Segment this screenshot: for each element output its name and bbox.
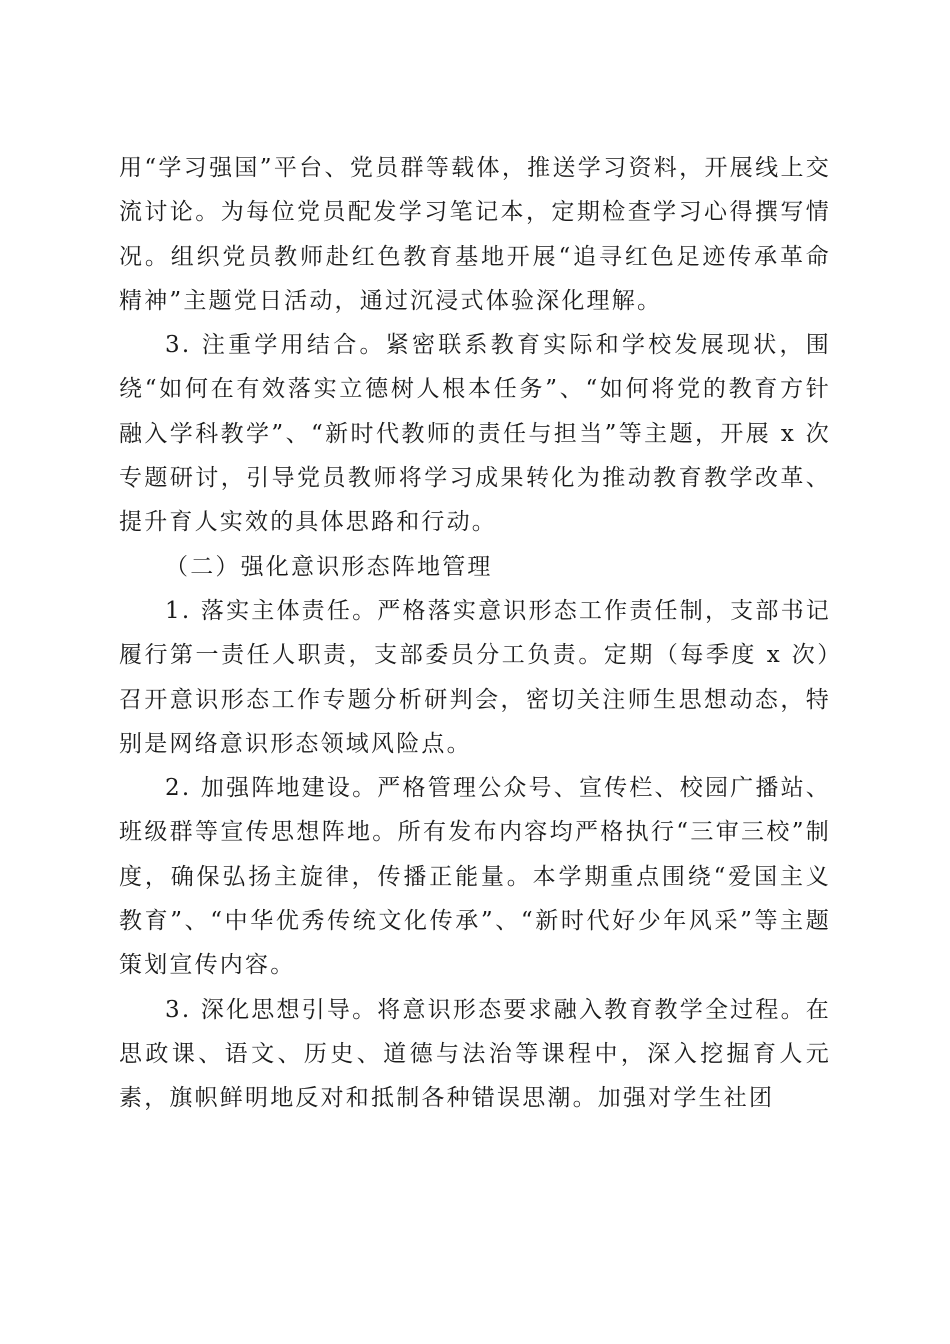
paragraph-continuation: 用“学习强国”平台、党员群等载体，推送学习资料，开展线上交流讨论。为每位党员配发学习笔记本，定期检查学习心得撰写情况。组织党员教师赴红色教育基地开展“追寻红色足迹传承革命精神”主题党日活动，通过沉浸式体验深化理解。 xyxy=(119,155,831,314)
paragraph-guidance: 3. 深化思想引导。将意识形态要求融入教育教学全过程。在思政课、语文、历史、道德与法治等课程中，深入挖掘育人元素，旗帜鲜明地反对和抵制各种错误思潮。加强对学生社团 xyxy=(119,996,831,1112)
section-heading-ideology: （二）强化意识形态阵地管理 xyxy=(165,553,493,580)
paragraph-positions: 2. 加强阵地建设。严格管理公众号、宣传栏、校园广播站、班级群等宣传思想阵地。所有发布内容均严格执行“三审三校”制度，确保弘扬主旋律，传播正能量。本学期重点围绕“爱国主义教育”、“中华优秀传统文化传承”、“新时代好少年风采”等主题策划宣传内容。 xyxy=(119,775,831,979)
document-body xyxy=(119,146,831,1121)
paragraph-responsibility: 1. 落实主体责任。严格落实意识形态工作责任制，支部书记履行第一责任人职责，支部委员分工负责。定期（每季度 x 次）召开意识形态工作专题分析研判会，密切关注师生思想动态，特别是网络意识形态领域风险点。 xyxy=(119,597,831,757)
paragraph-study-practice: 3. 注重学用结合。紧密联系教育实际和学校发展现状，围绕“如何在有效落实立德树人根本任务”、“如何将党的教育方针融入学科教学”、“新时代教师的责任与担当”等主题，开展 x 次专题研讨，引导党员教师将学习成果转化为推动教育教学改革、提升育人实效的具体思路和行动。 xyxy=(119,332,831,536)
